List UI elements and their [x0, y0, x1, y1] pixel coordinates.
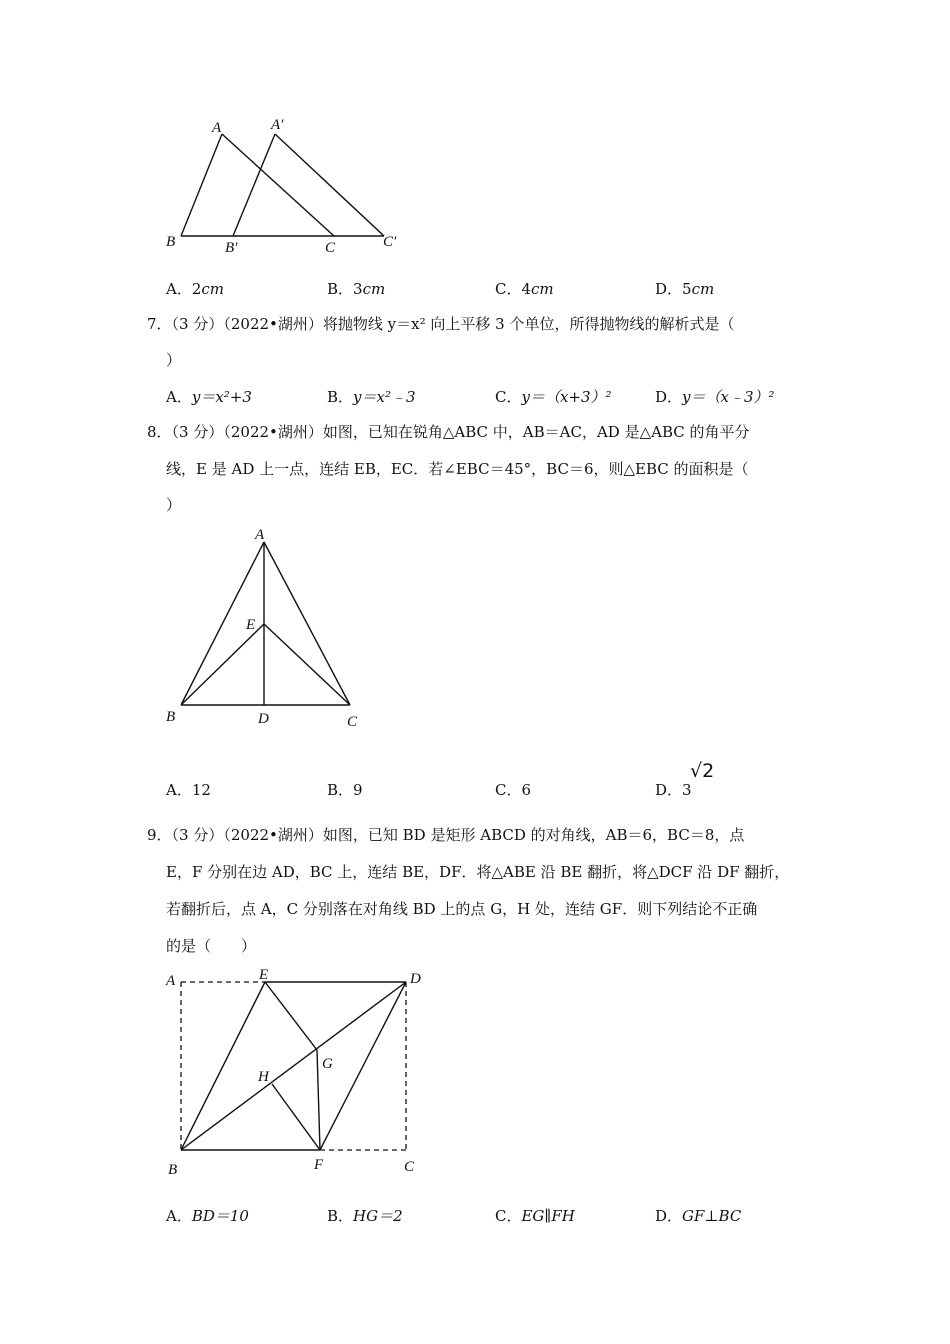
label-B: B [166, 234, 176, 250]
q7-stem-line2: ） [166, 351, 182, 369]
q7-option-a: A．y＝x²+3 [166, 388, 252, 406]
label-C: C [347, 714, 358, 730]
label-B: B [168, 1162, 178, 1178]
q8-option-a: A．12 [166, 781, 211, 799]
segment-EC [264, 624, 350, 705]
q8-option-d-radical: √2 [690, 760, 715, 782]
label-D: D [258, 711, 269, 727]
q9-option-a: A．BD＝10 [166, 1207, 249, 1225]
label-B: B [166, 709, 176, 725]
q8-stem-line2: 线，E 是 AD 上一点，连结 EB，EC．若∠EBC＝45°，BC＝6，则△EBC 的面积是（ [166, 460, 749, 478]
figure-q8-triangle [155, 520, 370, 735]
q7-option-d: D．y＝（x﹣3）² [655, 388, 775, 406]
q9-stem-line2: E，F 分别在边 AD，BC 上，连结 BE，DF．将△ABE 沿 BE 翻折，将△DCF 沿 DF 翻折， [166, 863, 790, 881]
q9-stem-line4: 的是（ ） [166, 937, 257, 955]
segment-BD [181, 982, 406, 1150]
label-C: C [404, 1159, 415, 1175]
label-E: E [246, 617, 256, 633]
q7-stem-line1: 7．（3 分）（2022•湖州）将抛物线 y＝x² 向上平移 3 个单位，所得抛物线的解析式是（ [147, 315, 735, 333]
q7-option-b: B．y＝x²﹣3 [327, 388, 416, 406]
label-G: G [322, 1056, 333, 1072]
q6-option-c: C．4cm [495, 280, 554, 298]
q6-option-b: B．3cm [327, 280, 386, 298]
label-A-prime: A′ [271, 117, 284, 133]
q6-option-a: A．2cm [166, 280, 225, 298]
segment-BE [181, 982, 265, 1150]
q9-option-c: C．EG∥FH [495, 1207, 575, 1225]
q8-option-d: D．3 [655, 781, 692, 799]
segment-GF [317, 1050, 320, 1150]
label-A: A [212, 120, 222, 136]
q8-option-c: C．6 [495, 781, 532, 799]
segment-DF [320, 982, 406, 1150]
label-F: F [314, 1157, 324, 1173]
label-E: E [259, 967, 269, 983]
q8-option-b: B．9 [327, 781, 363, 799]
label-A: A [255, 527, 265, 543]
segment-EB [181, 624, 264, 705]
q9-stem-line3: 若翻折后，点 A，C 分别落在对角线 BD 上的点 G，H 处，连结 GF．则下列结论不正确 [166, 900, 758, 918]
label-D: D [410, 971, 421, 987]
q9-stem-line1: 9．（3 分）（2022•湖州）如图，已知 BD 是矩形 ABCD 的对角线，AB＝6，BC＝8，点 [147, 826, 745, 844]
figure-q6-triangles [150, 105, 420, 260]
q6-option-d: D．5cm [655, 280, 715, 298]
segment-EG [265, 982, 317, 1050]
label-H: H [258, 1069, 269, 1085]
q9-option-b: B．HG＝2 [327, 1207, 403, 1225]
q7-option-c: C．y＝（x+3）² [495, 388, 612, 406]
q9-option-d: D．GF⊥BC [655, 1207, 742, 1225]
label-B-prime: B′ [225, 240, 238, 256]
label-C: C [325, 240, 336, 256]
segment-AC [264, 542, 350, 705]
segment-HF [272, 1084, 320, 1150]
q8-stem-line1: 8．（3 分）（2022•湖州）如图，已知在锐角△ABC 中，AB＝AC，AD 是△ABC 的角平分 [147, 423, 750, 441]
segment-A2C2 [275, 134, 384, 236]
label-A: A [166, 973, 176, 989]
segment-AB [181, 134, 222, 236]
label-C-prime: C′ [383, 234, 397, 250]
q8-stem-line3: ） [166, 496, 182, 514]
figure-q9-rectangle [155, 962, 430, 1182]
